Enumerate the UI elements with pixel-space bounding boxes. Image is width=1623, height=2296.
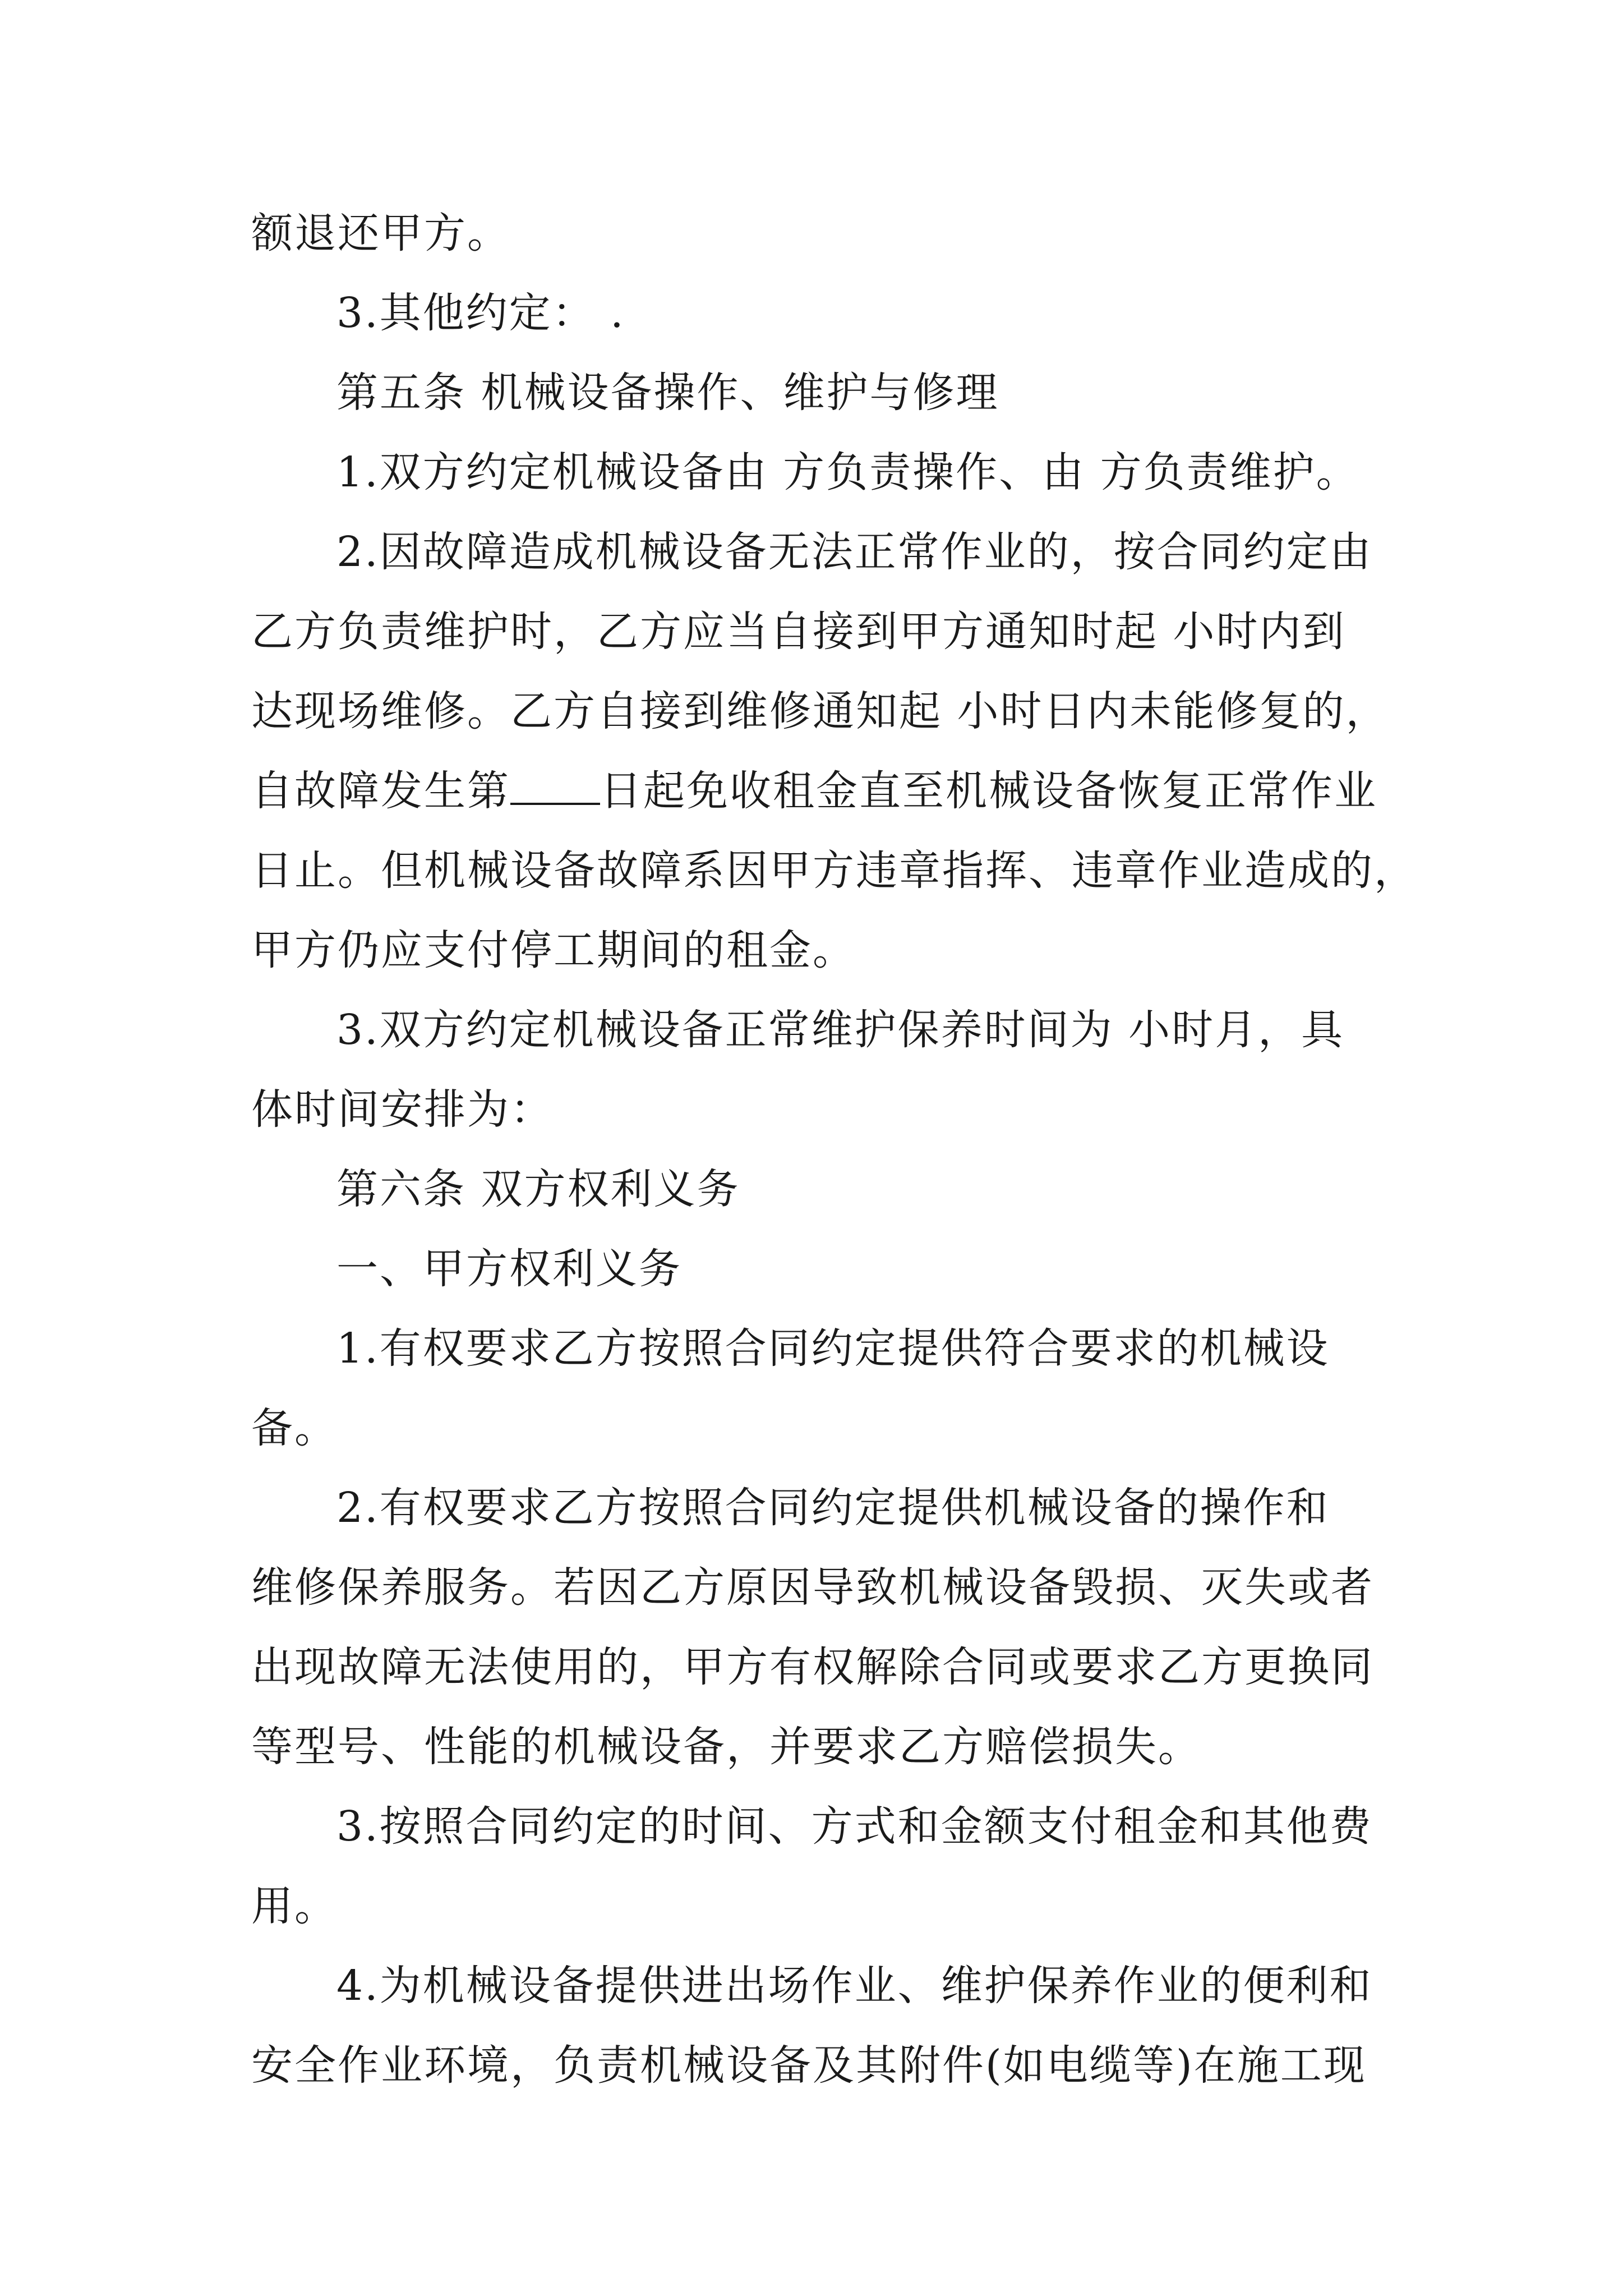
paragraph-line: 3.其他约定： .	[336, 289, 625, 337]
paragraph-line: 维修保养服务。若因乙方原因导致机械设备毁损、灭失或者	[251, 1563, 1374, 1612]
paragraph-line: 乙方负责维护时，乙方应当自接到甲方通知时起 小时内到	[251, 608, 1346, 656]
paragraph-line: 1.双方约定机械设备由 方负责操作、由 方负责维护。	[336, 448, 1359, 496]
paragraph-line: 备。	[251, 1404, 338, 1452]
paragraph-line: 2.因故障造成机械设备无法正常作业的，按合同约定由	[336, 528, 1373, 576]
paragraph-line: 1.有权要求乙方按照合同约定提供符合要求的机械设	[336, 1324, 1330, 1373]
paragraph-line: 额退还甲方。	[251, 209, 510, 257]
paragraph-line: 达现场维修。乙方自接到维修通知起 小时日内未能修复的，	[251, 687, 1389, 735]
paragraph-line: 等型号、性能的机械设备，并要求乙方赔偿损失。	[251, 1723, 1201, 1771]
paragraph-line: 出现故障无法使用的，甲方有权解除合同或要求乙方更换同	[251, 1643, 1374, 1691]
line-segment: 自故障发生第	[251, 767, 510, 815]
paragraph-line: 用。	[251, 1882, 338, 1930]
paragraph-line: 4.为机械设备提供进出场作业、维护保养作业的便利和	[336, 1962, 1373, 2010]
paragraph-line: 安全作业环境，负责机械设备及其附件(如电缆等)在施工现	[251, 2041, 1367, 2090]
document-body	[251, 194, 1417, 2105]
subsection-heading: 一、甲方权利义务	[336, 1245, 682, 1293]
paragraph-line: 3.双方约定机械设备正常维护保养时间为 小时月，具	[336, 1006, 1345, 1054]
paragraph-line: 2.有权要求乙方按照合同约定提供机械设备的操作和	[336, 1484, 1330, 1532]
paragraph-line: 甲方仍应支付停工期间的租金。	[251, 926, 856, 974]
section-heading: 第六条 双方权利义务	[336, 1165, 740, 1213]
paragraph-line: 日止。但机械设备故障系因甲方违章指挥、违章作业造成的，	[251, 846, 1417, 895]
paragraph-line: 3.按照合同约定的时间、方式和金额支付租金和其他费	[336, 1802, 1373, 1851]
fill-in-blank	[510, 769, 600, 805]
line-segment: 日起免收租金直至机械设备恢复正常作业	[600, 767, 1377, 815]
paragraph-line	[251, 751, 1378, 831]
paragraph-line: 体时间安排为：	[251, 1085, 554, 1134]
section-heading: 第五条 机械设备操作、维护与修理	[336, 369, 999, 417]
